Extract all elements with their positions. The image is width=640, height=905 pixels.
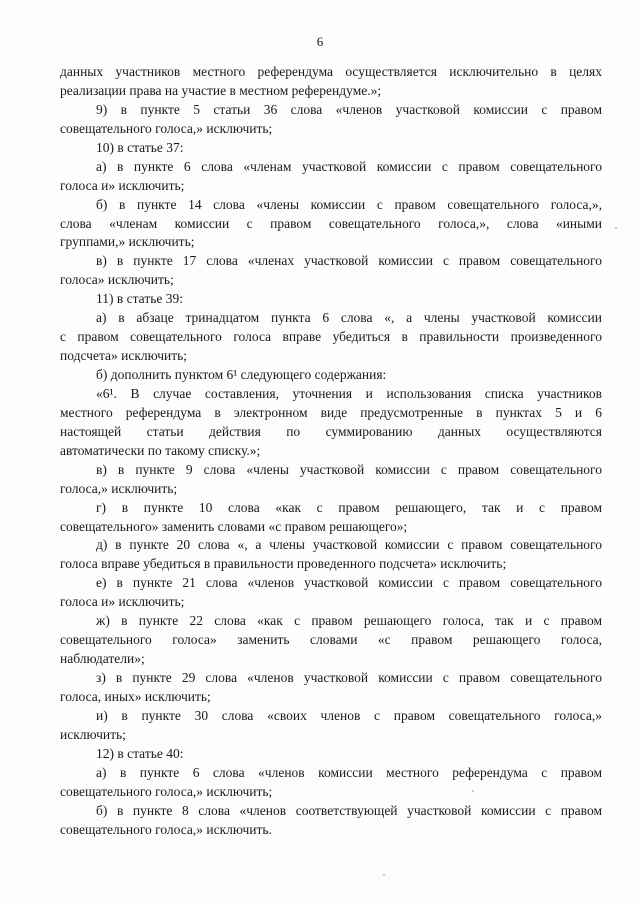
text-line: з) в пункте 29 слова «членов участковой комиссии с правом совещательного (96, 670, 602, 685)
text-line: е) в пункте 21 слова «членов участковой комиссии с правом совещательного (96, 575, 602, 591)
text-line: д) в пункте 20 слова «, а члены участковой комиссии с правом совещательного (96, 537, 602, 553)
text-line: слова «членам комиссии с правом совещательного голоса,», слова «иными (60, 215, 602, 231)
text-line: совещательного голоса» заменить словами «с правом решающего голоса, (60, 632, 602, 648)
text-line: ж) в пункте 22 слова «как с правом решающего голоса, так и с правом (96, 613, 602, 629)
text-line: а) в пункте 6 слова «членов комиссии местного референдума с правом (96, 764, 602, 780)
text-line: наблюдатели»; (60, 651, 145, 667)
text-line: совещательного голоса,» исключить; (60, 120, 273, 136)
scan-speck (383, 874, 385, 876)
text-line: настоящей статьи действия по суммированию данных осуществляются (60, 423, 602, 439)
text-line: голоса, иных» исключить; (60, 688, 211, 704)
text-line: реализации права на участие в местном референдуме.»; (60, 82, 382, 98)
text-line: г) в пункте 10 слова «как с правом решающего, так и с правом (96, 499, 602, 515)
text-line: голоса и» исключить; (60, 177, 185, 193)
text-line: в) в пункте 9 слова «члены участковой комиссии с правом совещательного (96, 461, 602, 477)
text-line: а) в пункте 6 слова «членам участковой комиссии с правом совещательного (96, 158, 602, 174)
text-line: б) в пункте 14 слова «члены комиссии с правом совещательного голоса,», (96, 196, 602, 212)
text-line: 11) в статье 39: (96, 291, 183, 307)
text-line: группами,» исключить; (60, 234, 195, 250)
text-line: совещательного» заменить словами «с правом решающего»; (60, 518, 408, 534)
text-line: совещательного голоса,» исключить. (60, 821, 272, 837)
text-line: и) в пункте 30 слова «своих членов с правом совещательного голоса,» (96, 707, 602, 723)
text-line: б) дополнить пунктом 6¹ следующего содержания: (96, 367, 387, 382)
text-line: голоса,» исключить; (60, 480, 178, 496)
body-text (60, 63, 602, 839)
text-line: местного референдума в электронном виде предусмотренные в пунктах 5 и 6 (60, 404, 602, 420)
text-line: 10) в статье 37: (96, 139, 184, 155)
text-line: совещательного голоса,» исключить; (60, 783, 273, 799)
text-line: «6¹. В случае составления, уточнения и использования списка участников (96, 385, 602, 401)
text-line: голоса и» исключить; (60, 594, 185, 610)
text-line: б) в пункте 8 слова «членов соответствующей участковой комиссии с правом (96, 802, 602, 818)
text-line: 12) в статье 40: (96, 745, 184, 761)
text-line: 9) в пункте 5 статьи 36 слова «членов участковой комиссии с правом (96, 101, 602, 117)
scan-speck (472, 790, 474, 792)
page-number: 6 (316, 34, 324, 49)
scan-speck (615, 227, 617, 229)
text-line: исключить; (60, 726, 126, 742)
text-line: данных участников местного референдума осуществляется исключительно в целях (60, 64, 602, 79)
text-line: автоматически по такому списку.»; (60, 442, 261, 458)
text-line: голоса» исключить; (60, 272, 174, 288)
text-line: в) в пункте 17 слова «членах участковой комиссии с правом совещательного (96, 253, 602, 269)
text-line: а) в абзаце тринадцатом пункта 6 слова «, а члены участковой комиссии (96, 310, 602, 326)
text-line: голоса вправе убедиться в правильности проведенного подсчета» исключить; (60, 556, 507, 572)
text-line: подсчета» исключить; (60, 348, 188, 364)
text-line: с правом совещательного голоса вправе убедиться в правильности произведенного (60, 329, 602, 345)
